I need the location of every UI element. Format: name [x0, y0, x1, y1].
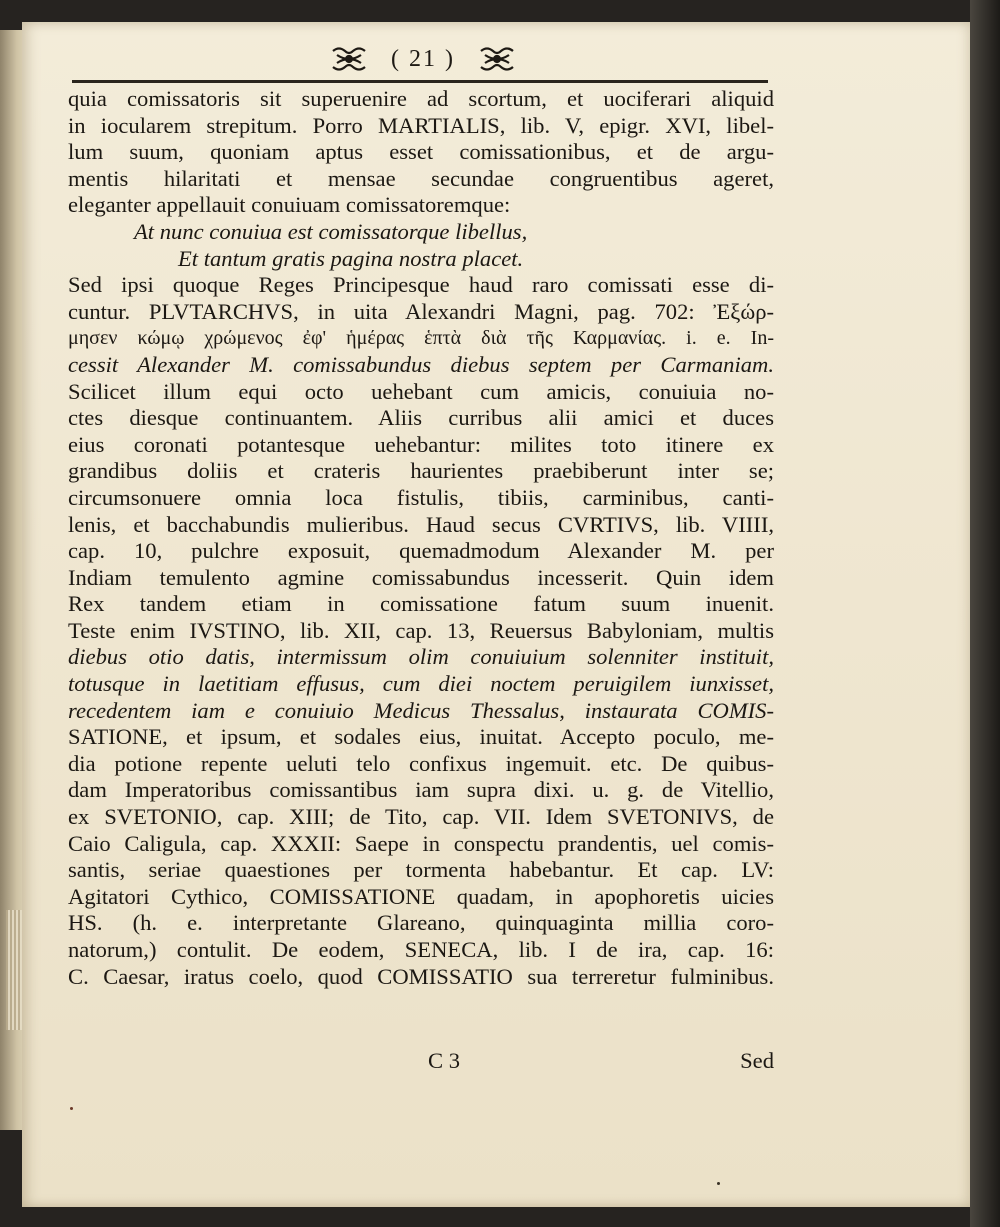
binding-thread	[6, 910, 22, 1030]
fleuron-ornament-left-icon	[329, 45, 369, 73]
text-line: C. Caesar, iratus coelo, quod COMISSATIO sua terreretur fulminibus.	[68, 963, 774, 989]
verse-line: Et tantum gratis pagina nostra placet.	[178, 245, 524, 271]
text-line: natorum,) contulit. De eodem, SENECA, lib. I de ira, cap. 16:	[68, 937, 774, 962]
text-line: cessit Alexander M. comissabundus diebus septem per Carmaniam.	[68, 351, 774, 377]
signature-mark: C 3	[428, 1048, 461, 1073]
text-line: Sed ipsi quoque Reges Principesque haud raro comissati esse di-	[68, 272, 774, 298]
text-line: quia comissatoris sit superuenire ad scortum, et uociferari aliquid	[68, 86, 774, 111]
running-header	[78, 36, 768, 82]
text-line: cap. 10, pulchre exposuit, quemadmodum Alexander M. per	[68, 538, 774, 564]
verse-line: At nunc conuiua est comissatorque libellus,	[134, 218, 528, 244]
text-line: Indiam temulento agmine comissabundus incesserit. Quin idem	[68, 564, 774, 590]
text-line: Rex tandem etiam in comissatione fatum suum inuenit.	[68, 591, 774, 617]
page-footer	[68, 1048, 774, 1076]
fleuron-ornament-right-icon	[477, 45, 517, 73]
text-line: lenis, et bacchabundis mulieribus. Haud secus CVRTIVS, lib. VIIII,	[68, 511, 774, 537]
text-line: cuntur. PLVTARCHVS, in uita Alexandri Magni, pag. 702: Ἐξώρ-	[68, 298, 774, 324]
text-line: ex SVETONIO, cap. XIII; de Tito, cap. VII. Idem SVETONIVS, de	[68, 804, 774, 830]
text-line: eleganter appellauit conuiuam comissatoremque:	[68, 192, 511, 218]
text-line: recedentem iam e conuiuio Medicus Thessalus, instaurata COMIS-	[68, 697, 774, 723]
text-line: eius coronati potantesque uehebantur: milites toto itinere ex	[68, 431, 774, 457]
body-text	[68, 86, 774, 990]
text-line: lum suum, quoniam aptus esset comissationibus, et de argu-	[68, 139, 774, 165]
text-line-greek: μησεν κώμῳ χρώμενος ἐφ' ἡμέρας ἑπτὰ διὰ τῆς Καρμανίας. i. e. In-	[68, 327, 774, 350]
text-line: circumsonuere omnia loca fistulis, tibiis, carminibus, canti-	[68, 484, 774, 510]
text-line: diebus otio datis, intermissum olim conuiuium solenniter instituit,	[68, 644, 774, 670]
text-line: Agitatori Cythico, COMISSATIONE quadam, in apophoretis uicies	[68, 883, 774, 909]
header-rule	[72, 80, 768, 83]
text-line: totusque in laetitiam effusus, cum diei noctem peruigilem iunxisset,	[68, 671, 774, 697]
text-line: Teste enim IVSTINO, lib. XII, cap. 13, Reuersus Babyloniam, multis	[68, 617, 774, 643]
text-line: HS. (h. e. interpretante Glareano, quinquaginta millia coro-	[68, 910, 774, 936]
text-line: dia potione repente ueluti telo confixus ingemuit. etc. De quibus-	[68, 750, 774, 776]
text-line: in iocularem strepitum. Porro MARTIALIS, lib. V, epigr. XVI, libel-	[68, 112, 774, 138]
page-number: ( 21 )	[391, 45, 455, 72]
text-line: santis, seriae quaestiones per tormenta habebantur. Et cap. LV:	[68, 857, 774, 883]
text-line: mentis hilaritati et mensae secundae congruentibus ageret,	[68, 165, 774, 191]
ink-speck	[70, 1107, 73, 1110]
text-line: dam Imperatoribus comissantibus iam supra dixi. u. g. de Vitellio,	[68, 777, 774, 803]
text-line: Caio Caligula, cap. XXXII: Saepe in conspectu prandentis, uel comis-	[68, 830, 774, 856]
catchword: Sed	[740, 1048, 774, 1073]
text-line: SATIONE, et ipsum, et sodales eius, inuitat. Accepto poculo, me-	[68, 724, 774, 750]
scan-background	[970, 0, 1000, 1227]
text-line: grandibus doliis et crateris haurientes praebiberunt inter se;	[68, 458, 774, 484]
ink-speck	[717, 1182, 720, 1185]
text-line: ctes diesque continuantem. Aliis curribus alii amici et duces	[68, 405, 774, 431]
text-line: Scilicet illum equi octo uehebant cum amicis, conuiuia no-	[68, 378, 774, 404]
